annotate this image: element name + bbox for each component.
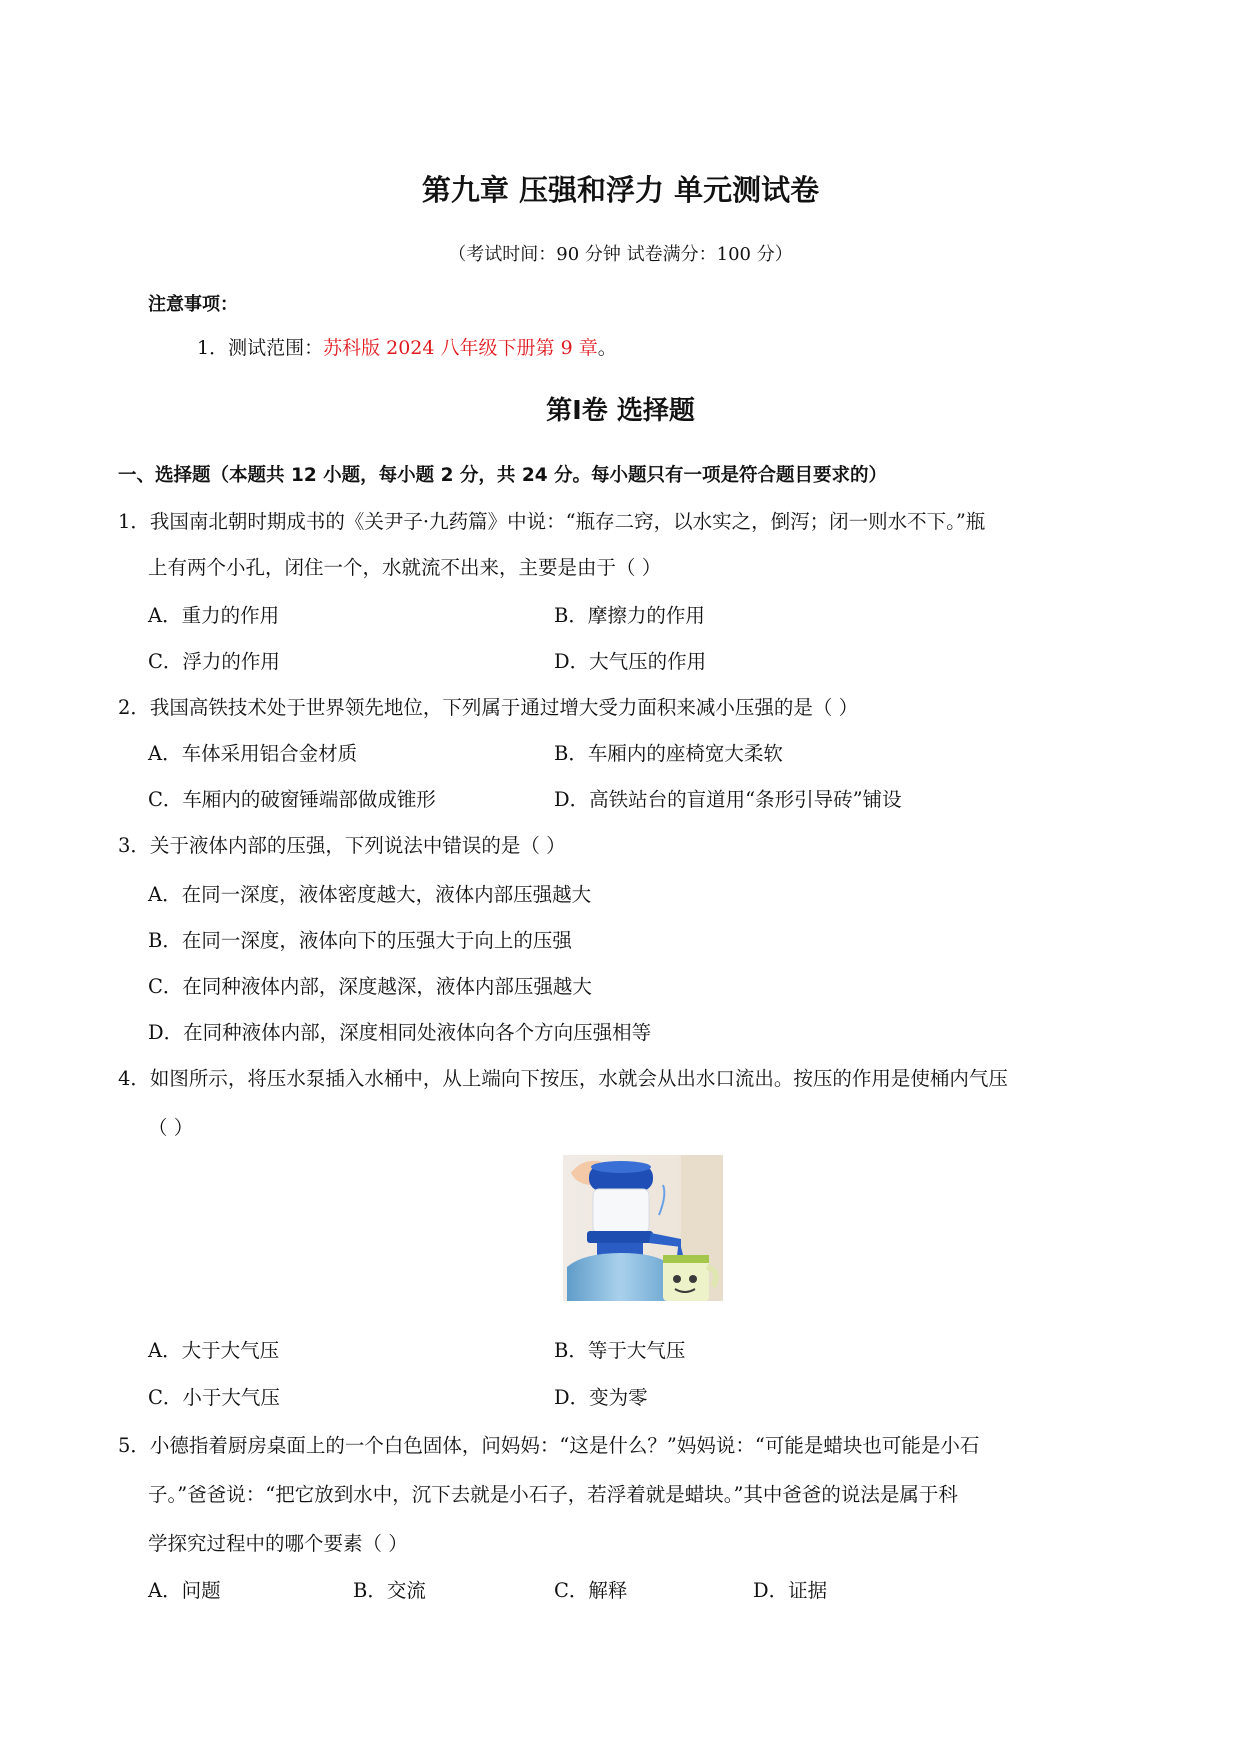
question-1-option-d: D．大气压的作用 bbox=[554, 650, 707, 673]
section-title: 一、选择题（本题共 12 小题，每小题 2 分，共 24 分。每小题只有一项是符合题目要求的） bbox=[118, 465, 888, 486]
notes-item-1-suffix: 。 bbox=[597, 337, 617, 359]
question-5-line-2: 子。”爸爸说：“把它放到水中，沉下去就是小石子，若浮着就是蜡块。”其中爸爸的说法是属于科 bbox=[148, 1483, 958, 1506]
question-1-option-a: A．重力的作用 bbox=[148, 604, 280, 627]
question-3-option-c: C．在同种液体内部，深度越深，液体内部压强越大 bbox=[148, 975, 592, 998]
question-4-option-d: D．变为零 bbox=[554, 1386, 648, 1409]
question-4-option-b: B．等于大气压 bbox=[554, 1339, 686, 1362]
question-4-option-a: A．大于大气压 bbox=[148, 1339, 280, 1362]
question-4-line-2: （ ） bbox=[148, 1116, 194, 1139]
question-5-option-c: C．解释 bbox=[554, 1579, 628, 1602]
question-4-option-c: C．小于大气压 bbox=[148, 1386, 280, 1409]
question-3-option-d: D．在同种液体内部，深度相同处液体向各个方向压强相等 bbox=[148, 1021, 652, 1044]
question-2-option-a: A．车体采用铝合金材质 bbox=[148, 742, 358, 765]
question-4-line-1: 4．如图所示，将压水泵插入水桶中，从上端向下按压，水就会从出水口流出。按压的作用是使桶内气压 bbox=[118, 1067, 1008, 1090]
exam-title: 第九章 压强和浮力 单元测试卷 bbox=[421, 173, 820, 207]
question-1-line-2: 上有两个小孔，闭住一个，水就流不出来，主要是由于（ ） bbox=[148, 556, 662, 579]
test-scope: 苏科版 2024 八年级下册第 9 章 bbox=[323, 337, 598, 359]
question-3-option-a: A．在同一深度，液体密度越大，液体内部压强越大 bbox=[148, 883, 592, 906]
question-3-line-1: 3．关于液体内部的压强，下列说法中错误的是（ ） bbox=[118, 834, 566, 857]
question-5-line-1: 5．小德指着厨房桌面上的一个白色固体，问妈妈：“这是什么？”妈妈说：“可能是蜡块也可能是小石 bbox=[118, 1434, 980, 1457]
question-2-option-d: D．高铁站台的盲道用“条形引导砖”铺设 bbox=[554, 788, 902, 811]
notes-heading: 注意事项： bbox=[148, 294, 238, 315]
notes-item-1 bbox=[197, 333, 617, 360]
question-5-option-d: D．证据 bbox=[753, 1579, 828, 1602]
question-3-option-b: B．在同一深度，液体向下的压强大于向上的压强 bbox=[148, 929, 572, 952]
notes-item-1-prefix: 1．测试范围： bbox=[197, 337, 324, 359]
question-1-line-1: 1．我国南北朝时期成书的《关尹子·九药篇》中说：“瓶存二窍，以水实之，倒泻；闭一则水不下。”瓶 bbox=[118, 510, 986, 533]
question-2-line-1: 2．我国高铁技术处于世界领先地位，下列属于通过增大受力面积来减小压强的是（ ） bbox=[118, 696, 859, 719]
exam-subtitle: （考试时间：90 分钟 试卷满分：100 分） bbox=[448, 244, 793, 265]
question-2-option-c: C．车厢内的破窗锤端部做成锥形 bbox=[148, 788, 436, 811]
question-1-option-c: C．浮力的作用 bbox=[148, 650, 280, 673]
question-2-option-b: B．车厢内的座椅宽大柔软 bbox=[554, 742, 783, 765]
question-5-option-a: A．问题 bbox=[148, 1579, 221, 1602]
question-5-option-b: B．交流 bbox=[353, 1579, 426, 1602]
question-1-option-b: B．摩擦力的作用 bbox=[554, 604, 705, 627]
water-pump-photo bbox=[563, 1155, 723, 1301]
question-5-line-3: 学探究过程中的哪个要素（ ） bbox=[148, 1532, 408, 1555]
part-title: 第Ⅰ卷 选择题 bbox=[546, 396, 695, 426]
